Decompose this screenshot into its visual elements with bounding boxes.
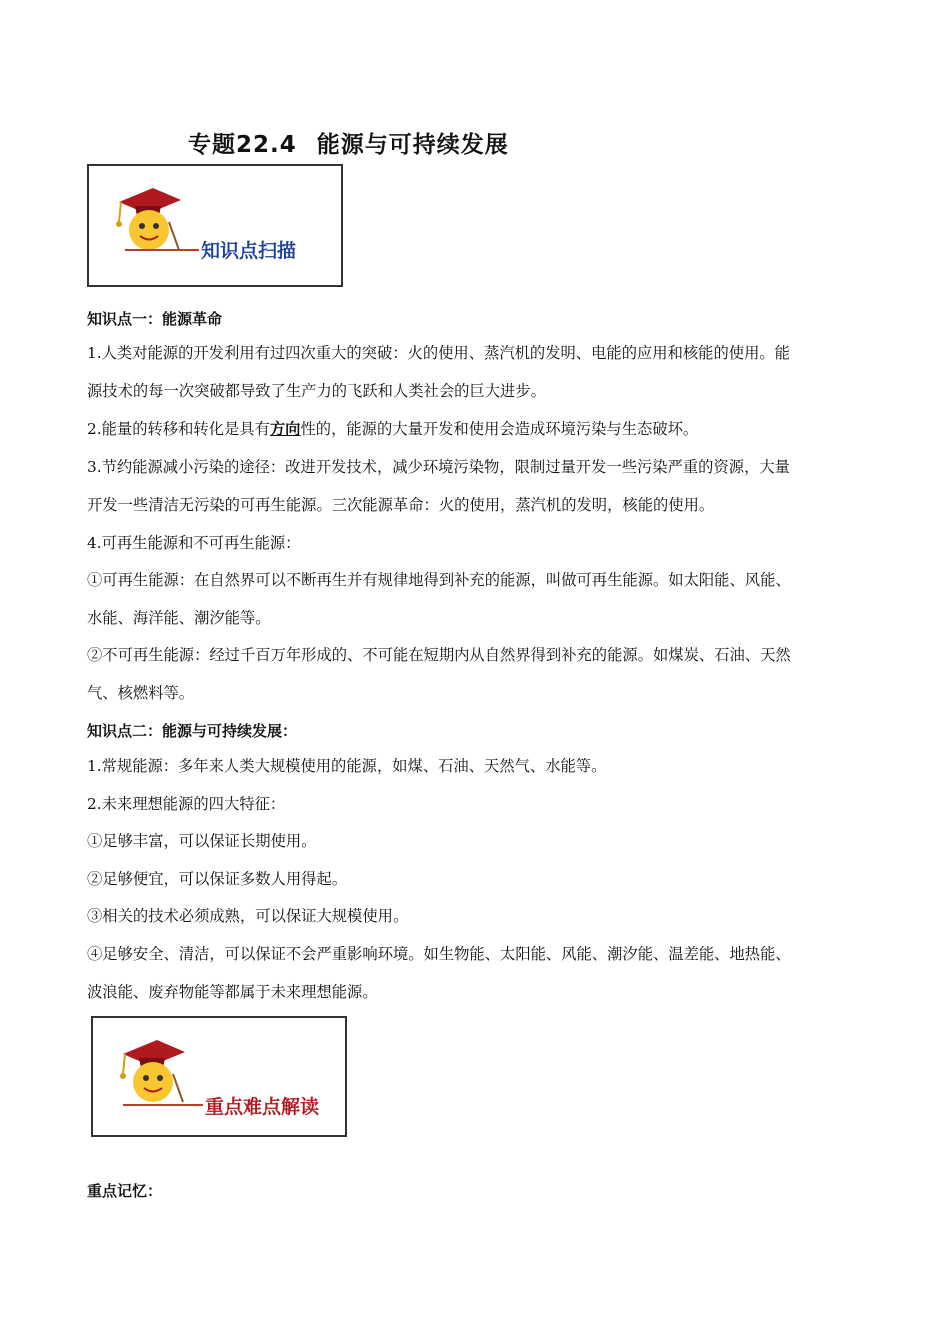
title-name: 能源与可持续发展 — [316, 132, 509, 158]
section-heading-2: 知识点二：能源与可持续发展： — [87, 722, 298, 740]
paragraph-line — [87, 410, 698, 448]
text-run: 性的，能源的大量开发和使用会造成环境污染与生态破坏。 — [300, 420, 699, 438]
section-heading-3: 重点记忆： — [87, 1182, 163, 1200]
title-code: 专题22.4 — [188, 132, 297, 158]
graduate-mascot-icon — [111, 180, 191, 255]
paragraph-line: 开发一些清洁无污染的可再生能源。三次能源革命：火的使用，蒸汽机的发明，核能的使用。 — [87, 496, 715, 514]
paragraph-line: 3.节约能源减小污染的途径：改进开发技术，减少环境污染物，限制过量开发一些污染严重的资源，大量 — [87, 458, 790, 476]
paragraph-line: 1.人类对能源的开发利用有过四次重大的突破：火的使用、蒸汽机的发明、电能的应用和核能的使用。能 — [87, 344, 790, 362]
paragraph-line: 水能、海洋能、潮汐能等。 — [87, 609, 271, 627]
paragraph-line: ②不可再生能源：经过千百万年形成的、不可能在短期内从自然界得到补充的能源。如煤炭、石油、天然 — [87, 646, 791, 664]
paragraph-line: ①可再生能源：在自然界可以不断再生并有规律地得到补充的能源，叫做可再生能源。如太阳能、风能、 — [87, 571, 791, 589]
key-points-banner — [91, 1016, 347, 1137]
paragraph-line: 1.常规能源：多年来人类大规模使用的能源，如煤、石油、天然气、水能等。 — [87, 757, 607, 775]
knowledge-scan-label: 知识点扫描 — [201, 240, 297, 262]
paragraph-line: 气、核燃料等。 — [87, 684, 195, 702]
paragraph-line: ④足够安全、清洁，可以保证不会严重影响环境。如生物能、太阳能、风能、潮汐能、温差能、地热能、 — [87, 945, 791, 963]
page-title — [188, 126, 509, 159]
paragraph-line: ③相关的技术必须成熟，可以保证大规模使用。 — [87, 907, 409, 925]
key-points-label: 重点难点解读 — [205, 1096, 320, 1118]
paragraph-line: 4.可再生能源和不可再生能源： — [87, 534, 301, 552]
banner-line — [125, 249, 199, 251]
paragraph-line: ②足够便宜，可以保证多数人用得起。 — [87, 870, 348, 888]
paragraph-line: 源技术的每一次突破都导致了生产力的飞跃和人类社会的巨大进步。 — [87, 382, 546, 400]
paragraph-line: 波浪能、废弃物能等都属于未来理想能源。 — [87, 983, 378, 1001]
text-run: 2.能量的转移和转化是具有 — [87, 420, 270, 438]
paragraph-line: ①足够丰富，可以保证长期使用。 — [87, 832, 317, 850]
section-heading-1: 知识点一：能源革命 — [87, 310, 223, 328]
banner-line — [123, 1104, 203, 1106]
underlined-keyword: 方向 — [269, 420, 301, 438]
knowledge-scan-banner — [87, 164, 343, 287]
paragraph-line: 2.未来理想能源的四大特征： — [87, 795, 286, 813]
graduate-mascot-icon — [115, 1032, 195, 1107]
